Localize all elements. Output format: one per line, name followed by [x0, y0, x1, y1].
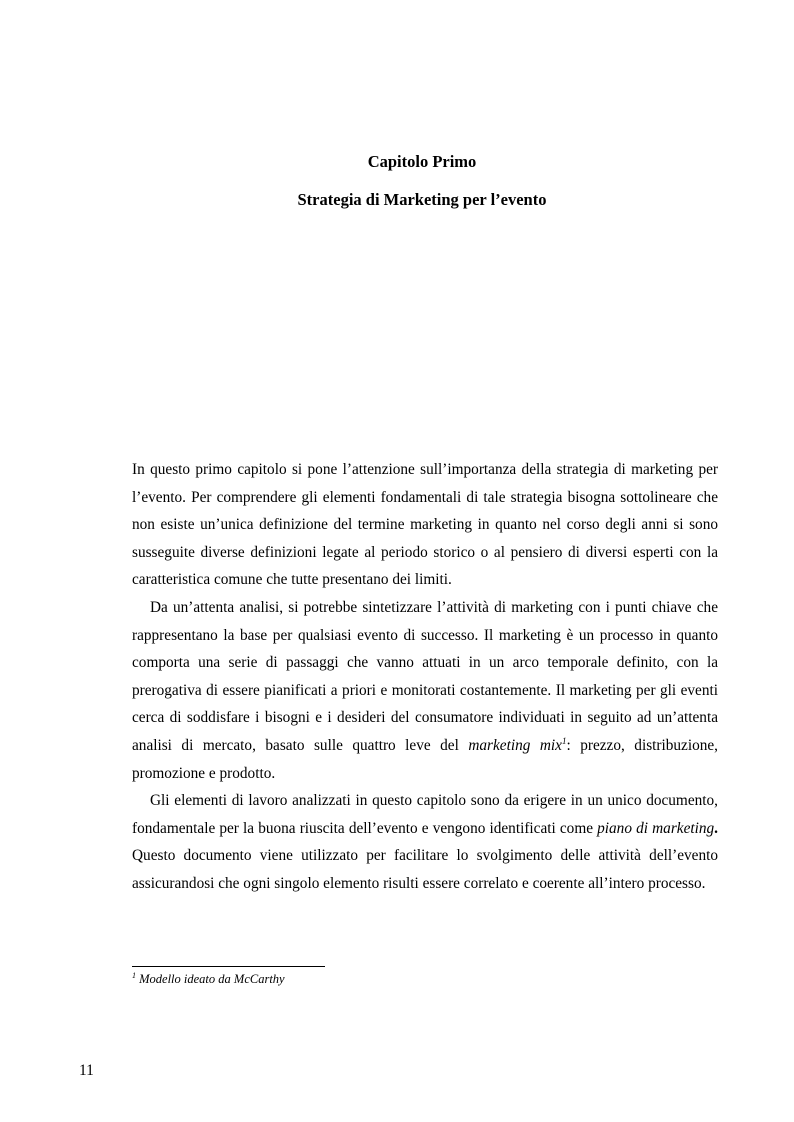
paragraph-2-end: : prezzo, distribuzione, promozione e prodotto.: [132, 736, 718, 782]
paragraph-1: In questo primo capitolo si pone l’attenzione sull’importanza della strategia di marketing per l’evento. Per comprendere gli elementi fondamentali di tale strategia bisogna sottolineare che non esiste un’unica definizione del termine marketing in quanto nel corso degli anni si sono susseguite diverse definizioni legate al periodo storico o al pensiero di diversi esperti con la caratteristica comune che tutte presentano dei limiti.: [132, 461, 718, 589]
footnote: [132, 972, 285, 987]
paragraph-3-end: Questo documento viene utilizzato per facilitare lo svolgimento delle attività dell’evento assicurandosi che ogni singolo elemento risulti essere correlato e coerente all’intero processo.: [132, 847, 718, 892]
piano-di-marketing-term: piano di marketing: [597, 819, 715, 837]
paragraph-3: [132, 787, 718, 897]
chapter-title: Strategia di Marketing per l’evento: [297, 190, 547, 209]
page-number: 11: [79, 1062, 94, 1079]
paragraph-3-text: Gli elementi di lavoro analizzati in questo capitolo sono da erigere in un unico documento, fondamentale per la buona riuscita dell’evento e vengono identificati come: [132, 792, 718, 837]
footnote-number: 1: [132, 970, 136, 980]
bold-period: .: [714, 819, 718, 837]
paragraph-2: [132, 594, 718, 787]
footnote-reference[interactable]: 1: [561, 735, 567, 746]
footnote-separator: [132, 966, 325, 967]
marketing-mix-term: marketing mix: [468, 736, 562, 754]
chapter-number: Capitolo Primo: [367, 152, 477, 171]
paragraph-2-text: Da un’attenta analisi, si potrebbe sintetizzare l’attività di marketing con i punti chiave che rappresentano la base per qualsiasi evento di successo. Il marketing è un processo in quanto comporta una serie di passaggi che vanno attuati in un arco temporale definito, con la prerogativa di essere pianificati a priori e monitorati costantemente. Il marketing per gli eventi cerca di soddisfare i bisogni e i desideri del consumatore individuati in seguito ad un’attenta analisi di mercato, basato sulle quattro leve del: [132, 598, 718, 754]
body-text: [132, 456, 718, 898]
footnote-text: Modello ideato da McCarthy: [136, 972, 285, 986]
